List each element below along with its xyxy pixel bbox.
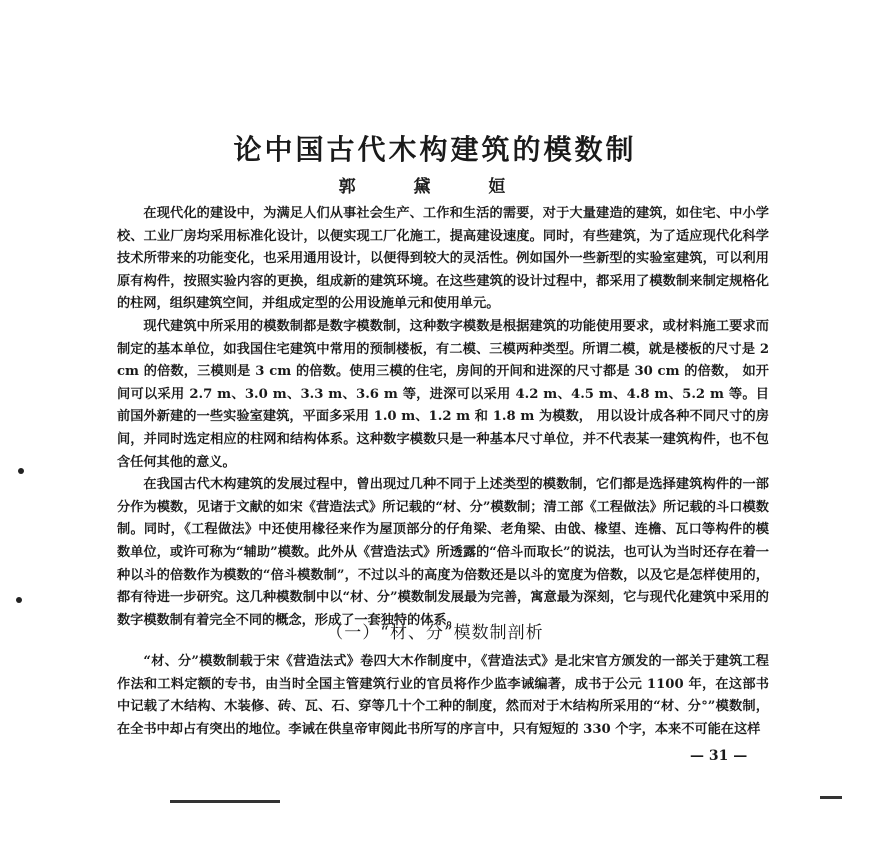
- paragraph: 在我国古代木构建筑的发展过程中，曾出现过几种不同于上述类型的模数制，它们都是选择建筑构件的一部分作为模数，见诸于文献的如宋《营造法式》所记载的“材、分”模数制；清工部《工程做法》所记载的斗口模数制。同时，《工程做法》中还使用椽径来作为屋顶部分的仔角梁、老角梁、由戗、椽望、连檐、瓦口等构件的模数单位，或许可称为“辅助”模数。此外从《营造法式》所透露的“倍斗而取长”的说法，也可认为当时还存在着一种以斗的倍数作为模数的“倍斗模数制”，不过以斗的高度为倍数还是以斗的宽度为倍数，以及它是怎样使用的，都有待进一步研究。这几种模数制中以“材、分”模数制发展最为完善，寓意最为深刻，它与现代化建筑中采用的数字模数制有着完全不同的概念，形成了一套独特的体系。: [117, 477, 769, 628]
- section-heading: （一）“材、分”模数制剖析: [326, 623, 544, 643]
- scan-edge-mark: [820, 796, 842, 799]
- paragraph: 在现代化的建设中，为满足人们从事社会生产、工作和生活的需要，对于大量建造的建筑，如住宅、中小学校、工业厂房均采用标准化设计，以便实现工厂化施工，提高建设速度。同时，有些建筑，为了适应现代化科学技术所带来的功能变化，也采用通用设计，以便得到较大的灵活性。例如国外一些新型的实验室建筑，可以利用原有构件，按照实验内容的更换，组成新的建筑环境。在这些建筑的设计过程中，都采用了模数制来制定规格化的柱网，组织建筑空间，并组成定型的公用设施单元和使用单元。: [117, 206, 769, 312]
- section-body: [117, 651, 769, 741]
- article-body: [117, 203, 769, 632]
- paragraph: “材、分”模数制载于宋《营造法式》卷四大木作制度中，《营造法式》是北宋官方颁发的一部关于建筑工程作法和工料定额的专书，由当时全国主管建筑行业的官员将作少监李诫编著，成书于公元 1100 年，在这部书中记载了木结构、木装修、砖、瓦、石、穿等几十个工种的制度，然而对于木结构所采用的“材、分°”模数制，在全书中却占有突出的地位。李诫在供皇帝审阅此书所写的序言中，只有短短的 330 个字，本来不可能在这样: [117, 654, 769, 737]
- article-author: 郭 黛 姮: [338, 177, 532, 197]
- article-title: 论中国古代木构建筑的模数制: [233, 133, 637, 166]
- scan-edge-mark: [170, 800, 280, 803]
- paragraph: 现代建筑中所采用的模数制都是数字模数制，这种数字模数是根据建筑的功能使用要求，或材料施工要求而制定的基本单位，如我国住宅建筑中常用的预制楼板，有二模、三模两种类型。所谓二模，就是楼板的尺寸是 2 cm 的倍数，三模则是 3 cm 的倍数。使用三模的住宅，房间的开间和进深的尺寸都是 30 cm 的倍数， 如开间可以采用 2.7 m、3.0 m、3.3 m、3.6 m 等，进深可以采用 4.2 m、4.5 m、4.8 m、5.2 m 等。目前国外新建的一些实验室建筑，平面多采用 1.0 m、1.2 m 和 1.8 m 为模数， 用以设计成各种不同尺寸的房间，并同时选定相应的柱网和结构体系。这种数字模数只是一种基本尺寸单位，并不代表某一建筑构件，也不包含任何其他的意义。: [117, 318, 769, 470]
- scan-speck: [18, 468, 24, 474]
- scan-speck: [16, 597, 22, 603]
- page-number: — 31 —: [690, 748, 748, 764]
